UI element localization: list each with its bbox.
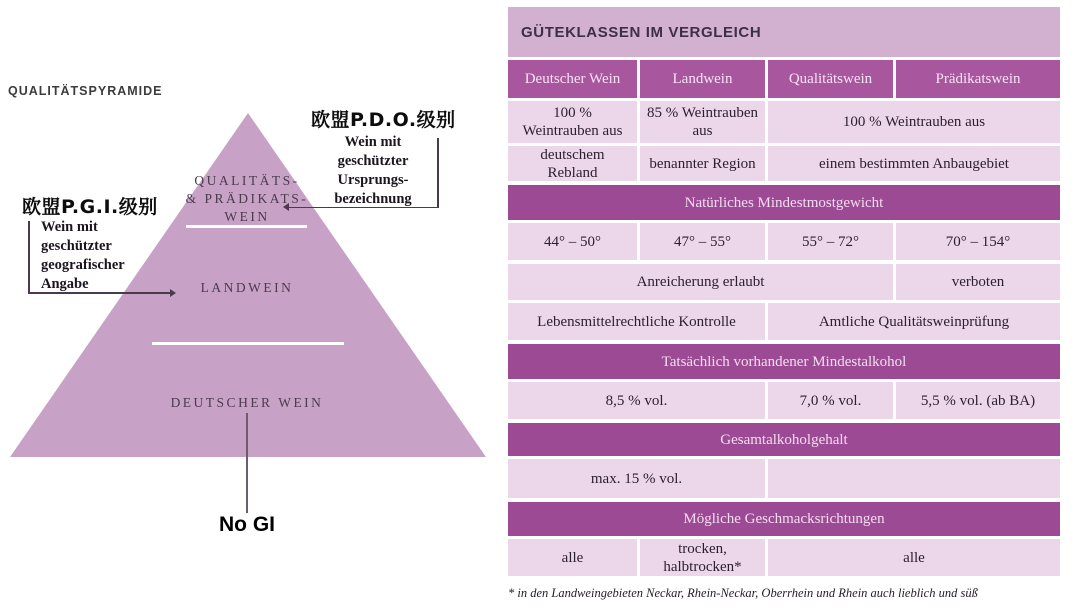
pyramid-divider-top: [186, 225, 307, 228]
pdo-connector-vertical: [437, 138, 439, 208]
table-cell: trocken, halbtrocken*: [640, 539, 765, 576]
table-title: GÜTEKLASSEN IM VERGLEICH: [521, 23, 762, 41]
column-header-deutscher-wein: Deutscher Wein: [508, 60, 637, 98]
band-moegliche-geschmacksrichtungen: Mögliche Geschmacksrichtungen: [508, 502, 1060, 536]
table-cell: 85 % Weintrauben aus: [640, 101, 765, 143]
table-cell: alle: [508, 539, 637, 576]
band-mindestalkohol-row: [508, 344, 1060, 379]
band-geschmack-row: [508, 502, 1060, 536]
table-cell: Anreicherung erlaubt: [508, 264, 893, 300]
pdo-line4: bezeichnung: [334, 191, 412, 207]
pgi-line2: geschützter: [41, 238, 112, 254]
table-cell: verboten: [896, 264, 1060, 300]
table-cell: [768, 459, 1060, 498]
table-cell: 55° – 72°: [768, 223, 893, 260]
geschmack-values-row: [508, 539, 1060, 576]
band-gesamtalkohol-row: [508, 423, 1060, 456]
table-cell: 100 % Weintrauben aus: [768, 101, 1060, 143]
table-cell: einem bestimmten Anbaugebiet: [768, 146, 1060, 181]
table-cell: 100 % Weintrauben aus: [508, 101, 637, 143]
pdo-line1: Wein mit: [344, 134, 402, 150]
pyramid-heading: QUALITÄTSPYRAMIDE: [8, 84, 163, 98]
comparison-table: [508, 7, 1060, 601]
grape-share-row: [508, 101, 1060, 143]
table-footnote: * in den Landweingebieten Neckar, Rhein-Neckar, Oberrhein und Rhein auch lieblich und süß: [508, 586, 978, 600]
tier-top-line3: WEIN: [224, 209, 270, 224]
table-cell: Lebensmittelrechtliche Kontrolle: [508, 303, 765, 340]
table-cell: 7,0 % vol.: [768, 382, 893, 419]
anreicherung-row: [508, 264, 1060, 300]
table-cell: deutschem Rebland: [508, 146, 637, 181]
no-gi-label: No GI: [219, 513, 275, 536]
pdo-arrow-icon: [283, 203, 289, 211]
tier-deutscher-wein-label: DEUTSCHER WEIN: [170, 395, 324, 410]
table-cell: 44° – 50°: [508, 223, 637, 260]
alkohol-values-row: [508, 382, 1060, 419]
mostgewicht-values-row: [508, 223, 1060, 260]
table-cell: Amtliche Qualitätsweinprüfung: [768, 303, 1060, 340]
pdo-line2: geschützter: [337, 153, 409, 169]
pgi-line4: Angabe: [41, 276, 89, 292]
pgi-connector-horizontal: [28, 292, 172, 294]
band-gesamtalkoholgehalt: Gesamtalkoholgehalt: [508, 423, 1060, 456]
table-header-row: [508, 60, 1060, 98]
table-cell: 8,5 % vol.: [508, 382, 765, 419]
pdo-heading: 欧盟P.D.O.级别: [311, 109, 456, 131]
table-cell: benannter Region: [640, 146, 765, 181]
band-tatsaechlich-mindestalkohol: Tatsächlich vorhandener Mindestalkohol: [508, 344, 1060, 379]
gesamtalkohol-values-row: [508, 459, 1060, 498]
table-cell: max. 15 % vol.: [508, 459, 765, 498]
pdo-callout-text: [312, 133, 434, 209]
table-cell: 5,5 % vol. (ab BA): [896, 382, 1060, 419]
pgi-callout-text: [41, 218, 171, 294]
table-title-bar: [508, 7, 1060, 57]
column-header-praedikatswein: Prädikatswein: [896, 60, 1060, 98]
pgi-arrow-icon: [170, 289, 176, 297]
tier-landwein-label: LANDWEIN: [200, 280, 294, 295]
pgi-line3: geografischer: [41, 257, 125, 273]
pdo-connector-horizontal: [288, 207, 438, 209]
pyramid-divider-bottom: [152, 342, 344, 345]
column-header-landwein: Landwein: [640, 60, 765, 98]
no-gi-connector-line: [246, 413, 248, 513]
pgi-line1: Wein mit: [41, 219, 98, 235]
pgi-connector-vertical: [28, 221, 30, 293]
pdo-line3: Ursprungs-: [337, 172, 409, 188]
band-mostgewicht-row: [508, 185, 1060, 220]
band-natuerliches-mindestmostgewicht: Natürliches Mindestmostgewicht: [508, 185, 1060, 220]
column-header-qualitaetswein: Qualitätswein: [768, 60, 893, 98]
tier-top-line1: QUALITÄTS-: [194, 173, 300, 188]
kontrolle-row: [508, 303, 1060, 340]
table-cell: 47° – 55°: [640, 223, 765, 260]
origin-row: [508, 146, 1060, 181]
table-cell: alle: [768, 539, 1060, 576]
tier-top-line2: & PRÄDIKATS-: [185, 191, 309, 206]
table-cell: 70° – 154°: [896, 223, 1060, 260]
pgi-heading: 欧盟P.G.I.级别: [22, 196, 158, 218]
